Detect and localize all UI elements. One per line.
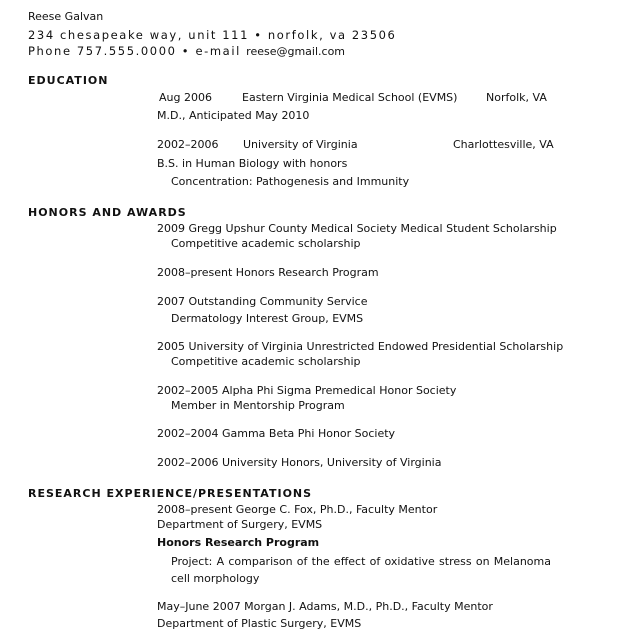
- honor-2-title: 2008–present Honors Research Program: [157, 266, 379, 279]
- honor-1-title: 2009 Gregg Upshur County Medical Society Medical Student Scholarship: [157, 222, 557, 235]
- address-line: 234 chesapeake way, unit 111 • norfolk, va 23506: [28, 28, 397, 42]
- research-2-department: Department of Plastic Surgery, EVMS: [157, 617, 362, 630]
- edu-1-degree: M.D., Anticipated May 2010: [157, 109, 310, 122]
- honor-4-detail: Competitive academic scholarship: [171, 355, 361, 368]
- education-heading: EDUCATION: [28, 74, 109, 87]
- honor-5-detail: Member in Mentorship Program: [171, 399, 345, 412]
- research-1-department: Department of Surgery, EVMS: [157, 518, 323, 531]
- research-1-project: Project: A comparison of the effect of oxidative stress on Melanoma cell morphology: [171, 555, 551, 585]
- edu-2-school: University of Virginia: [243, 138, 358, 151]
- contact-line: [28, 44, 345, 58]
- research-1-program: Honors Research Program: [157, 536, 320, 549]
- honor-4-title: 2005 University of Virginia Unrestricted Endowed Presidential Scholarship: [157, 340, 564, 353]
- honor-1-detail: Competitive academic scholarship: [171, 237, 361, 250]
- edu-2-location: Charlottesville, VA: [453, 138, 554, 151]
- research-1-title: 2008–present George C. Fox, Ph.D., Faculty Mentor: [157, 503, 438, 516]
- honor-3-detail: Dermatology Interest Group, EVMS: [171, 312, 364, 325]
- phone-label: Phone 757.555.0000 • e-mail: [28, 44, 247, 58]
- honors-heading: HONORS AND AWARDS: [28, 206, 187, 219]
- edu-1-school: Eastern Virginia Medical School (EVMS): [242, 91, 458, 104]
- edu-1-date: Aug 2006: [159, 91, 212, 104]
- honor-7-title: 2002–2006 University Honors, University of Virginia: [157, 456, 442, 469]
- honor-6-title: 2002–2004 Gamma Beta Phi Honor Society: [157, 427, 396, 440]
- research-heading: RESEARCH EXPERIENCE/PRESENTATIONS: [28, 487, 313, 500]
- honor-5-title: 2002–2005 Alpha Phi Sigma Premedical Honor Society: [157, 384, 457, 397]
- research-2-title: May–June 2007 Morgan J. Adams, M.D., Ph.D., Faculty Mentor: [157, 600, 493, 613]
- edu-2-date: 2002–2006: [157, 138, 219, 151]
- edu-2-concentration: Concentration: Pathogenesis and Immunity: [171, 175, 410, 188]
- edu-2-degree: B.S. in Human Biology with honors: [157, 157, 348, 170]
- resume-name: Reese Galvan: [28, 10, 104, 23]
- email-address: reese@gmail.com: [246, 45, 346, 58]
- honor-3-title: 2007 Outstanding Community Service: [157, 295, 368, 308]
- edu-1-location: Norfolk, VA: [486, 91, 547, 104]
